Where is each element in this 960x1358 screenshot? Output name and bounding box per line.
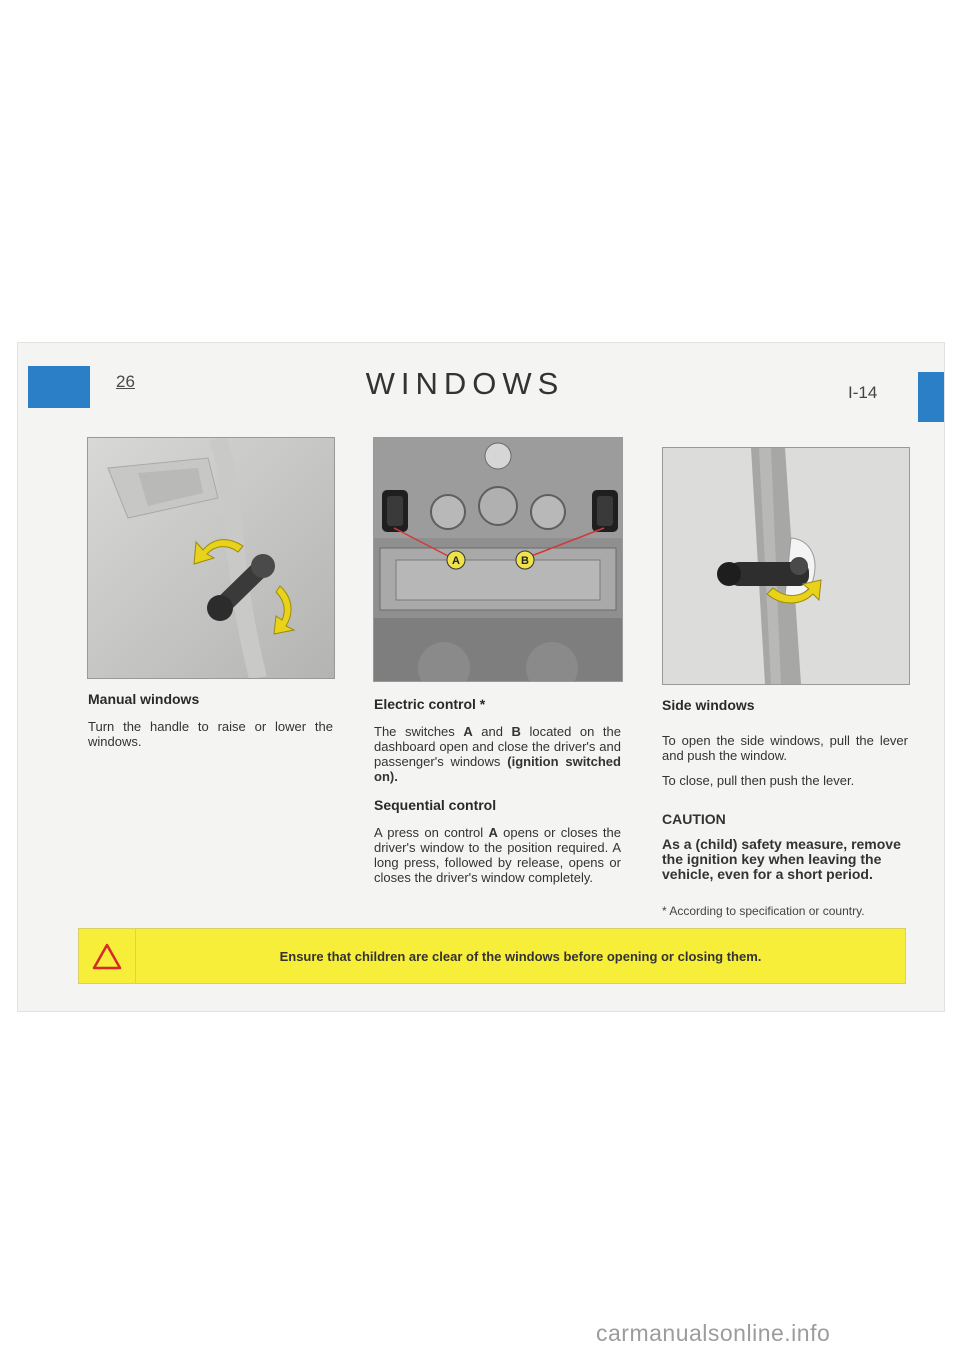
electric-text-part: The switches — [374, 724, 464, 739]
page-number: 26 — [116, 372, 135, 391]
sequential-text-part: A press on control — [374, 825, 489, 840]
ignition-note: (ignition switched on). — [374, 754, 621, 784]
label-a: A — [452, 555, 460, 567]
sequential-control-text — [374, 825, 621, 885]
electric-text-part: located on the dashboard open and close the driver's and passenger's windows — [374, 724, 621, 769]
sequential-text-part: opens or closes the driver's window to the position required. A long press, followed by release, opens or closes the driver's window completely. — [374, 825, 621, 885]
side-windows-close-text: To close, pull then push the lever. — [662, 773, 855, 788]
warning-banner — [78, 928, 906, 984]
manual-window-photo — [87, 437, 335, 679]
manual-windows-text: Turn the handle to raise or lower the windows. — [88, 719, 333, 749]
caution-text: As a (child) safety measure, remove the ignition key when leaving the vehicle, even for a short period. — [662, 836, 901, 882]
warning-icon-box — [79, 929, 136, 983]
warning-triangle-icon — [92, 943, 122, 970]
warning-text: Ensure that children are clear of the windows before opening or closing them. — [279, 948, 762, 964]
electric-text-part: and — [472, 724, 512, 739]
switch-a-ref: A — [463, 724, 473, 739]
side-window-lever-illustration — [663, 448, 909, 684]
switch-a-icon — [382, 490, 408, 532]
dashboard-switches-illustration — [374, 438, 622, 681]
side-windows-section — [662, 698, 908, 919]
switch-b-ref: B — [511, 724, 521, 739]
watermark: carmanualsonline.info — [596, 1320, 831, 1346]
electric-control-photo — [373, 437, 623, 682]
section-reference: I-14 — [848, 383, 878, 402]
label-b: B — [521, 555, 529, 567]
control-a-ref: A — [488, 825, 498, 840]
manual-window-illustration — [88, 438, 334, 678]
side-windows-open-text: To open the side windows, pull the lever and push the window. — [662, 733, 908, 763]
right-blue-tab — [918, 372, 944, 422]
electric-control-section — [374, 697, 621, 895]
page-title: WINDOWS — [365, 366, 565, 401]
electric-control-heading: Electric control * — [374, 696, 486, 712]
side-window-photo — [662, 447, 910, 685]
footnote: * According to specification or country. — [662, 904, 865, 918]
left-blue-tab — [28, 366, 90, 408]
sequential-control-heading: Sequential control — [374, 797, 497, 813]
electric-control-text — [374, 724, 621, 784]
switch-b-icon — [592, 490, 618, 532]
manual-windows-heading: Manual windows — [88, 691, 200, 707]
manual-windows-section — [88, 692, 333, 759]
side-windows-heading: Side windows — [662, 697, 755, 713]
caution-title: CAUTION — [662, 811, 726, 827]
